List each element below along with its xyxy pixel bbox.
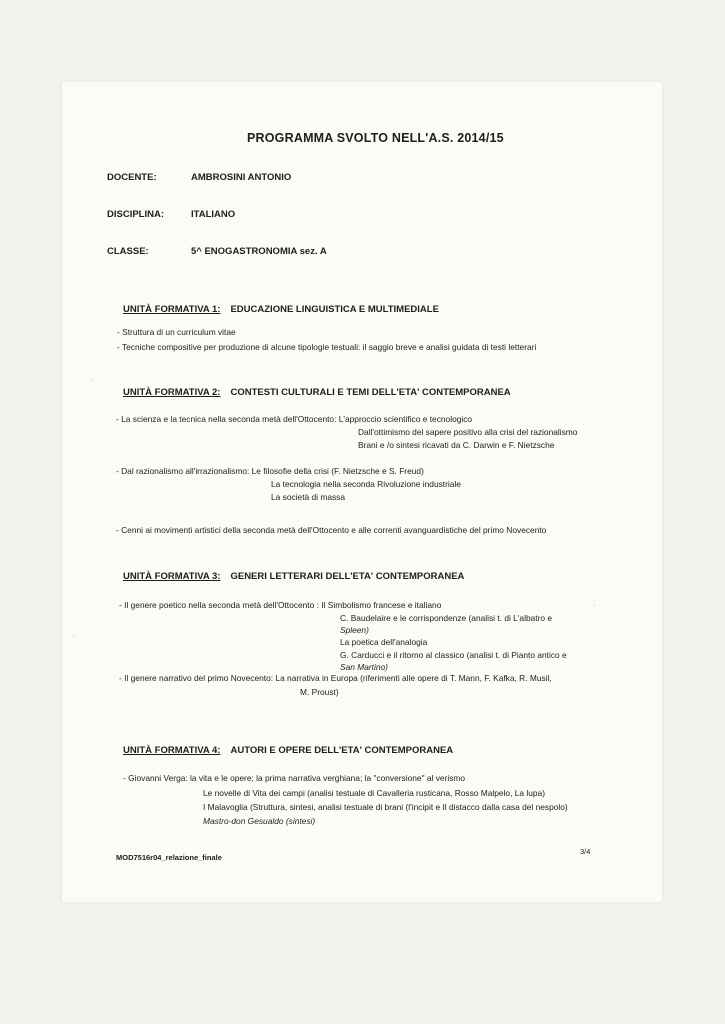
classe-value: 5^ ENOGASTRONOMIA sez. A bbox=[191, 246, 327, 257]
unit-2-label: UNITÀ FORMATIVA 2: bbox=[123, 387, 221, 398]
unit-1-label: UNITÀ FORMATIVA 1: bbox=[123, 304, 221, 315]
unit-1-heading bbox=[123, 304, 439, 315]
unit-1-title: EDUCAZIONE LINGUISTICA E MULTIMEDIALE bbox=[230, 304, 439, 315]
unit-2-line: - Dal razionalismo all'irrazionalismo: Le filosofie della crisi (F. Nietzsche e S. Freud) bbox=[116, 466, 424, 476]
unit-2-line: - La scienza e la tecnica nella seconda metà dell'Ottocento: L'approccio scientifico e tecnologico bbox=[116, 414, 473, 424]
page-number: 3/4 bbox=[580, 847, 591, 856]
unit-3-line: C. Baudelaire e le corrispondenze (analisi t. di L'albatro e bbox=[340, 613, 553, 623]
unit-3-line: - Il genere poetico nella seconda metà dell'Ottocento : Il Simbolismo francese e italiano bbox=[119, 600, 442, 610]
scan-speck: · bbox=[72, 632, 75, 641]
unit-3-line: G. Carducci e il ritorno al classico (analisi t. di Pianto antico e bbox=[340, 650, 567, 660]
classe-label: CLASSE: bbox=[107, 246, 149, 257]
unit-4-line: Le novelle di Vita dei campi (analisi testuale di Cavalleria rusticana, Rosso Malpelo, La lupa) bbox=[203, 788, 546, 798]
unit-2-line: Brani e /o sintesi ricavati da C. Darwin e F. Nietzsche bbox=[358, 440, 555, 450]
disciplina-label: DISCIPLINA: bbox=[107, 209, 164, 220]
scan-speck: · bbox=[90, 375, 93, 384]
unit-2-line: Dall'ottimismo del sapere positivo alla crisi del razionalismo bbox=[358, 427, 578, 437]
unit-3-line: M. Proust) bbox=[300, 687, 339, 697]
unit-2-title: CONTESTI CULTURALI E TEMI DELL'ETA' CONTEMPORANEA bbox=[230, 387, 511, 398]
unit-2-line: La tecnologia nella seconda Rivoluzione industriale bbox=[271, 479, 461, 489]
unit-3-line: San Martino) bbox=[340, 662, 388, 672]
scan-speck: · bbox=[593, 601, 596, 610]
unit-2-heading bbox=[123, 387, 511, 398]
docente-label: DOCENTE: bbox=[107, 172, 157, 183]
unit-1-line: - Struttura di un curriculum vitae bbox=[117, 327, 236, 337]
unit-3-title: GENERI LETTERARI DELL'ETA' CONTEMPORANEA bbox=[230, 571, 465, 582]
document-code: MOD7516r04_relazione_finale bbox=[116, 853, 222, 862]
unit-4-label: UNITÀ FORMATIVA 4: bbox=[123, 745, 221, 756]
unit-3-line: La poetica dell'analogia bbox=[340, 637, 428, 647]
unit-3-line: - Il genere narrativo del primo Novecento: La narrativa in Europa (riferimenti alle opere di T. Mann, F. Kafka, R. Musil, bbox=[119, 673, 552, 683]
unit-4-line: - Giovanni Verga: la vita e le opere; la prima narrativa verghiana; la "conversione" al verismo bbox=[123, 773, 466, 783]
unit-3-label: UNITÀ FORMATIVA 3: bbox=[123, 571, 221, 582]
unit-4-line: Mastro-don Gesualdo (sintesi) bbox=[203, 816, 316, 826]
unit-4-line: I Malavoglia (Struttura, sintesi, analisi testuale di brani (l'incipit e Il distacco dalla casa del nespolo) bbox=[203, 802, 568, 812]
unit-1-line: - Tecniche compositive per produzione di alcune tipologie testuali: il saggio breve e analisi guidata di testi letterari bbox=[117, 342, 537, 352]
page-title: PROGRAMMA SVOLTO NELL'A.S. 2014/15 bbox=[247, 131, 504, 145]
disciplina-value: ITALIANO bbox=[191, 209, 236, 220]
unit-3-heading bbox=[123, 571, 464, 582]
unit-4-title: AUTORI E OPERE DELL'ETA' CONTEMPORANEA bbox=[230, 745, 454, 756]
unit-3-line: Spleen) bbox=[340, 625, 369, 635]
unit-4-heading bbox=[123, 745, 453, 756]
unit-2-line: La società di massa bbox=[271, 492, 346, 502]
docente-value: AMBROSINI ANTONIO bbox=[191, 172, 292, 183]
unit-2-line: - Cenni ai movimenti artistici della seconda metà dell'Ottocento e alle correnti avanguardistiche del primo Novecento bbox=[116, 525, 547, 535]
